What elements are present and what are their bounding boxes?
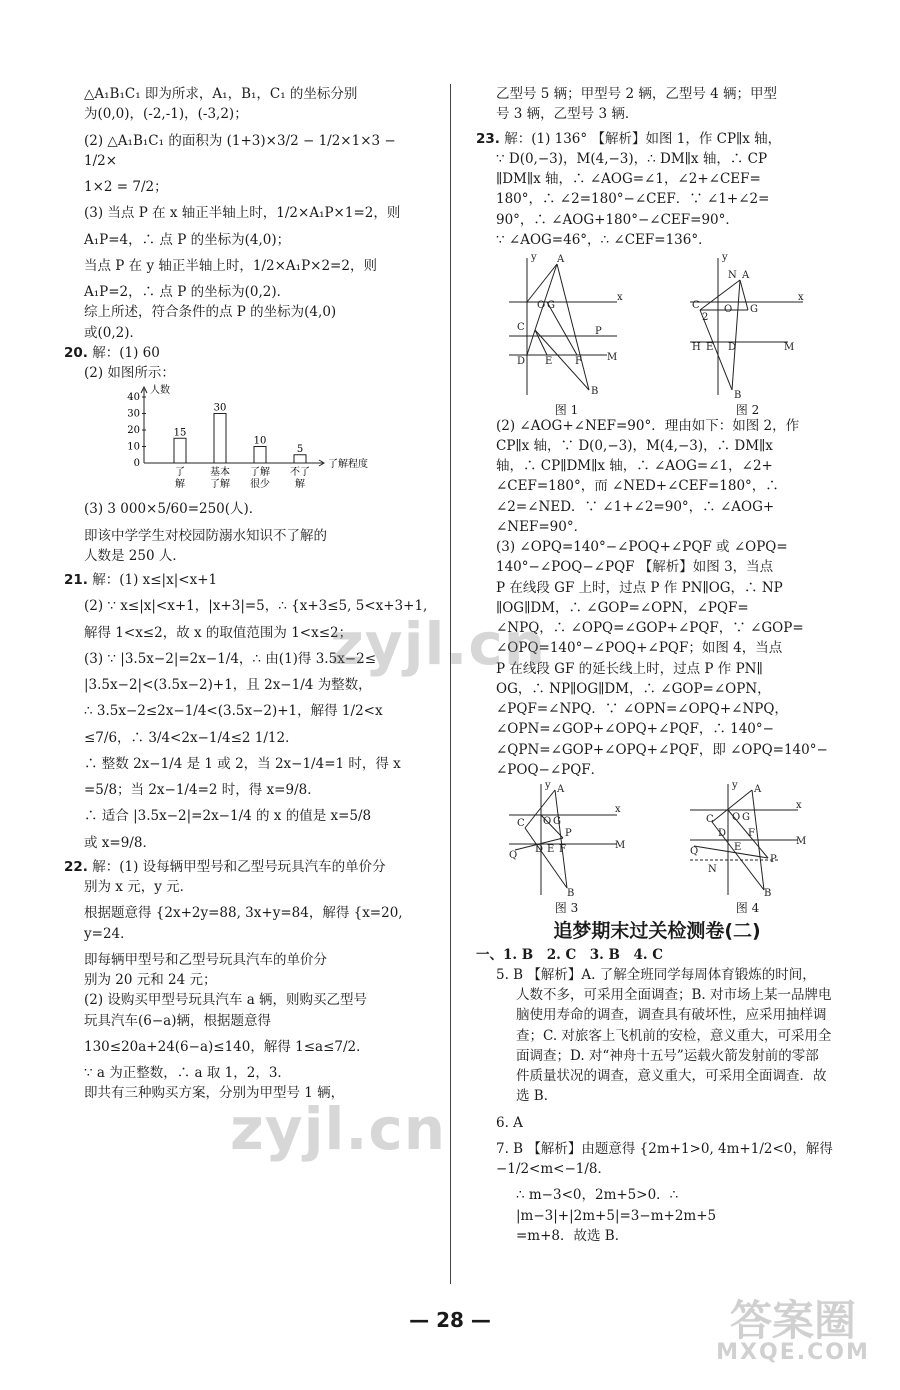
text-line: ∠POQ−∠PQF． bbox=[496, 761, 605, 778]
text-line: ∠NEF=90°． bbox=[496, 518, 588, 535]
text-line: (3) 3 000×5/60=250(人)． bbox=[84, 501, 263, 518]
text-line: OG，∴ NP∥OG∥DM，∴ ∠GOP=∠OPN， bbox=[496, 680, 771, 697]
watermark-logo-text: 答案圈 bbox=[729, 1296, 856, 1345]
text-line: CP∥x 轴，∵ D(0,−3)，M(4,−3)，∴ DM∥x bbox=[496, 437, 773, 454]
text-line: 查；C. 对旅客上飞机前的安检，意义重大，可采用全 bbox=[516, 1027, 832, 1044]
y-tick-label: 30 bbox=[127, 408, 140, 420]
svg-text:O: O bbox=[723, 304, 732, 315]
text-line: 选 B． bbox=[516, 1088, 558, 1105]
page-number: — 28 — bbox=[409, 1308, 491, 1332]
y-tick-label: 40 bbox=[127, 392, 140, 404]
figure-2 bbox=[688, 250, 808, 416]
bar bbox=[174, 439, 186, 464]
figure-caption: 图 3 bbox=[554, 900, 579, 915]
answers-line: 一、1. B 2. C 3. B 4. C bbox=[476, 946, 663, 963]
svg-text:M: M bbox=[795, 836, 806, 847]
svg-text:x: x bbox=[795, 800, 802, 811]
text-line: (2) ∵ x≤|x|<x+1，|x+3|=5，∴ {x+3≤5, 5<x+3+1, bbox=[84, 598, 428, 615]
text-line: 180°，∴ ∠2=180°−∠CEF．∵ ∠1+∠2= bbox=[496, 191, 770, 208]
text-line: 当点 P 在 y 轴正半轴上时，1/2×A₁P×2=2，则 bbox=[84, 257, 377, 274]
bar bbox=[294, 455, 306, 463]
figure-caption: 图 2 bbox=[735, 402, 760, 417]
question-number: 22. bbox=[64, 858, 88, 875]
text-line: ≤7/6，∴ 3/4<2x−1/4≤2 1/12． bbox=[84, 729, 299, 746]
svg-text:F: F bbox=[558, 844, 566, 855]
svg-text:N: N bbox=[707, 864, 717, 875]
text-line: 别为 20 元和 24 元； bbox=[84, 972, 217, 988]
svg-text:D: D bbox=[727, 342, 736, 353]
text-line: 人数是 250 人． bbox=[84, 547, 186, 564]
geometry-figure-1 bbox=[507, 250, 627, 400]
svg-text:D: D bbox=[534, 844, 543, 855]
text-line: =m+8．故选 B． bbox=[516, 1227, 629, 1244]
x-tick-label: 了 bbox=[175, 467, 185, 479]
svg-text:M: M bbox=[614, 840, 625, 851]
text-line: ∠QPN=∠GOP+∠OPQ+∠PQF，即 ∠OPQ=140°− bbox=[496, 741, 828, 758]
question-number: 23. bbox=[476, 130, 500, 147]
svg-text:P: P bbox=[594, 326, 602, 337]
svg-text:A: A bbox=[556, 784, 564, 795]
question-number: 21. bbox=[64, 572, 88, 588]
svg-text:x: x bbox=[616, 292, 623, 303]
q22 bbox=[64, 857, 428, 1104]
geometry-figure-3 bbox=[507, 780, 627, 898]
text-line: 根据题意得 {2x+2y=88, 3x+y=84，解得 {x=20, y=24． bbox=[84, 905, 403, 942]
svg-text:y: y bbox=[544, 780, 551, 791]
svg-text:M: M bbox=[606, 352, 617, 363]
watermark: zyjl.cn bbox=[230, 1095, 447, 1163]
text-line: 7. B 【解析】由题意得 {2m+1>0, 4m+1/2<0，解得 −1/2<m<−1/8． bbox=[496, 1140, 833, 1177]
text-line: ∵ D(0,−3)，M(4,−3)，∴ DM∥x 轴，∴ CP bbox=[496, 150, 768, 167]
text-line: 轴，∴ CP∥DM∥x 轴，∴ ∠AOG=∠1，∠2+ bbox=[496, 458, 773, 474]
text-line: (3) ∵ |3.5x−2|=2x−1/4，∴ 由(1)得 3.5x−2≤ bbox=[84, 650, 377, 667]
bar-value-label: 5 bbox=[296, 444, 304, 455]
svg-text:D: D bbox=[516, 356, 525, 367]
x-tick-label: 解 bbox=[175, 479, 185, 491]
svg-text:C: C bbox=[516, 818, 525, 829]
text-line: △A₁B₁C₁ 即为所求，A₁，B₁，C₁ 的坐标分别 bbox=[84, 86, 358, 102]
text-line: =5/8；当 2x−1/4=2 时，得 x=9/8． bbox=[84, 782, 321, 798]
svg-text:x: x bbox=[797, 292, 804, 303]
y-tick-label: 0 bbox=[133, 458, 140, 470]
text-line: ∠NPQ，∴ ∠OPQ=∠GOP+∠PQF，∵ ∠GOP= bbox=[496, 620, 804, 636]
svg-text:A: A bbox=[753, 784, 761, 795]
watermark-logo-url: MXQE.COM bbox=[716, 1340, 870, 1365]
text-line: 解：(1) 设每辆甲型号和乙型号玩具汽车的单价分 bbox=[92, 858, 386, 875]
bar-value-label: 10 bbox=[253, 435, 267, 447]
text-line: 6. A bbox=[496, 1114, 523, 1131]
text-line: 或(0,2)． bbox=[84, 324, 144, 341]
svg-text:A: A bbox=[741, 270, 749, 281]
svg-text:B: B bbox=[733, 390, 741, 400]
left-column bbox=[64, 84, 428, 1104]
text-line: 解：(1) 60 bbox=[92, 344, 160, 361]
watermark: zyjl.cn bbox=[330, 610, 547, 678]
svg-text:E: E bbox=[544, 356, 552, 367]
svg-text:A: A bbox=[556, 254, 564, 265]
text-line: 5. B 【解析】A. 了解全班同学每周体育锻炼的时间， bbox=[496, 966, 816, 983]
figure-3 bbox=[507, 780, 627, 914]
figure-1 bbox=[507, 250, 627, 416]
figures-3-4 bbox=[476, 780, 838, 914]
text-line: ∥DM∥x 轴，∴ ∠AOG=∠1，∠2+∠CEF= bbox=[496, 171, 761, 187]
text-line: ∠OPQ=140°−∠POQ+∠PQF；如图 4，当点 bbox=[496, 640, 783, 657]
x-tick-label: 不了 bbox=[290, 467, 310, 479]
text-line: ∠CEF=180°，而 ∠NED+∠CEF=180°，∴ bbox=[496, 478, 779, 495]
geometry-figure-4 bbox=[688, 780, 808, 898]
text-line: (3) ∠OPQ=140°−∠POQ+∠PQF 或 ∠OPQ= bbox=[496, 539, 788, 555]
text-line: 人数不多，可采用全面调查；B. 对市场上某一品牌电 bbox=[516, 987, 832, 1003]
text-line: (2) △A₁B₁C₁ 的面积为 (1+3)×3/2 − 1/2×1×3 − 1/2× bbox=[84, 132, 396, 169]
svg-text:E: E bbox=[733, 842, 741, 853]
bar-value-label: 30 bbox=[213, 402, 227, 414]
chart-labels bbox=[127, 383, 368, 490]
text-line: P 在线段 GF 的延长线上时，过点 P 作 PN∥ bbox=[496, 660, 763, 677]
svg-text:G: G bbox=[749, 304, 758, 315]
text-line: 解：(1) 136° 【解析】如图 1，作 CP∥x 轴， bbox=[504, 130, 782, 147]
svg-text:Q: Q bbox=[689, 846, 698, 857]
svg-text:y: y bbox=[731, 780, 738, 791]
svg-text:B: B bbox=[590, 386, 598, 397]
x-tick-label: 了解 bbox=[250, 467, 270, 479]
y-tick-label: 20 bbox=[127, 425, 140, 437]
figure-caption: 图 1 bbox=[554, 402, 579, 417]
text-line: 140°−∠POQ−∠PQF 【解析】如图 3，当点 bbox=[496, 559, 774, 576]
x-tick-label: 很少 bbox=[250, 479, 270, 491]
svg-text:y: y bbox=[530, 252, 537, 263]
figures-1-2 bbox=[476, 250, 838, 416]
section-title: 追梦期末过关检测卷(二) bbox=[553, 919, 761, 942]
text-line: A₁P=4，∴ 点 P 的坐标为(4,0)； bbox=[84, 231, 291, 248]
question-number: 20. bbox=[64, 344, 88, 361]
svg-text:D: D bbox=[717, 828, 726, 839]
text-line: 解：(1) x≤|x|<x+1 bbox=[92, 572, 218, 588]
text-line: 即该中学学生对校园防溺水知识不了解的 bbox=[84, 527, 327, 544]
text-line: 综上所述，符合条件的点 P 的坐标为(4,0) bbox=[84, 304, 337, 321]
bar bbox=[254, 447, 266, 464]
text-line: (3) 当点 P 在 x 轴正半轴上时，1/2×A₁P×1=2，则 bbox=[84, 205, 401, 222]
text-line: 即共有三种购买方案，分别为甲型号 1 辆， bbox=[84, 1085, 345, 1102]
q20 bbox=[64, 343, 428, 566]
svg-text:P: P bbox=[769, 854, 777, 865]
text-line: P 在线段 GF 上时，过点 P 作 PN∥OG，∴ NP bbox=[496, 579, 783, 596]
text-line: 解得 1<x≤2，故 x 的取值范围为 1<x≤2； bbox=[84, 624, 353, 641]
y-tick-label: 10 bbox=[127, 441, 140, 453]
svg-text:B: B bbox=[566, 888, 574, 898]
x-tick-label: 解 bbox=[295, 479, 305, 491]
text-line: 玩具汽车(6−a)辆，根据题意得 bbox=[84, 1012, 271, 1029]
y-axis-title: 人数 bbox=[150, 385, 170, 397]
q23 bbox=[476, 129, 838, 1247]
text-line: ∴ m−3<0，2m+5>0．∴ |m−3|+|2m+5|=3−m+2m+5 bbox=[516, 1187, 717, 1224]
text-line: (2) 设购买甲型号玩具汽车 a 辆，则购买乙型号 bbox=[84, 992, 368, 1009]
text-line: ∵ a 为正整数，∴ a 取 1，2，3． bbox=[84, 1065, 291, 1081]
svg-text:E: E bbox=[546, 844, 554, 855]
svg-text:C: C bbox=[705, 814, 714, 825]
text-line: (2) 如图所示： bbox=[84, 365, 175, 381]
svg-text:O: O bbox=[542, 816, 551, 827]
text-line: ∠OPN=∠GOP+∠OPQ+∠PQF，∴ 140°− bbox=[496, 721, 774, 738]
text-line: A₁P=2，∴ 点 P 的坐标为(0,2)． bbox=[84, 284, 291, 300]
text-line: ∴ 3.5x−2≤2x−1/4<(3.5x−2)+1，解得 1/2<x bbox=[84, 703, 383, 720]
chart-bars bbox=[174, 414, 306, 464]
text-line: 面调查；D. 对“神舟十五号”运载火箭发射前的零部 bbox=[516, 1047, 819, 1064]
text-line: 乙型号 5 辆；甲型号 2 辆，乙型号 4 辆；甲型 bbox=[496, 86, 778, 102]
text-line: 即每辆甲型号和乙型号玩具汽车的单价分 bbox=[84, 951, 327, 968]
text-line: ∠PQF=∠NPQ．∵ ∠OPN=∠OPQ+∠NPQ， bbox=[496, 701, 788, 717]
svg-text:G: G bbox=[741, 812, 750, 823]
q19-continuation bbox=[64, 84, 428, 343]
svg-text:x: x bbox=[614, 804, 621, 815]
svg-text:C: C bbox=[516, 322, 525, 333]
svg-text:O: O bbox=[731, 812, 740, 823]
text-line: ∠2=∠NED．∵ ∠1+∠2=90°，∴ ∠AOG+ bbox=[496, 498, 775, 515]
svg-text:P: P bbox=[564, 828, 572, 839]
x-axis-title: 了解程度 bbox=[328, 459, 368, 471]
svg-text:F: F bbox=[574, 356, 582, 367]
column-divider bbox=[450, 84, 451, 1284]
bar bbox=[214, 414, 226, 464]
text-line: ∴ 适合 |3.5x−2|=2x−1/4 的 x 的值是 x=5/8 bbox=[84, 808, 372, 825]
svg-text:B: B bbox=[763, 888, 771, 898]
text-line: 件质量状况的调查，意义重大，可采用全面调查．故 bbox=[516, 1068, 827, 1084]
svg-text:M: M bbox=[783, 342, 794, 353]
text-line: 90°，∴ ∠AOG+180°−∠CEF=90°． bbox=[496, 211, 739, 228]
svg-text:E: E bbox=[705, 342, 713, 353]
svg-text:2: 2 bbox=[701, 312, 708, 323]
svg-text:G: G bbox=[546, 300, 555, 311]
text-line: 为(0,0)，(-2,-1)，(-3,2)； bbox=[84, 106, 248, 123]
text-line: 或 x=9/8． bbox=[84, 834, 156, 851]
svg-text:y: y bbox=[721, 252, 728, 263]
text-line: ∥OG∥DM，∴ ∠GOP=∠OPN，∠PQF= bbox=[496, 599, 749, 616]
text-line: ∴ 整数 2x−1/4 是 1 或 2，当 2x−1/4=1 时，得 x bbox=[84, 755, 401, 772]
svg-text:Q: Q bbox=[508, 850, 517, 861]
text-line: 别为 x 元，y 元． bbox=[84, 879, 194, 895]
bar-chart bbox=[114, 383, 414, 493]
text-line: |3.5x−2|<(3.5x−2)+1，且 2x−1/4 为整数， bbox=[84, 677, 372, 693]
figure-caption: 图 4 bbox=[735, 900, 760, 915]
text-line: ∵ ∠AOG=46°，∴ ∠CEF=136°． bbox=[496, 231, 712, 248]
svg-text:N: N bbox=[727, 270, 737, 281]
svg-text:O: O bbox=[536, 300, 545, 311]
figure-4 bbox=[688, 780, 808, 914]
x-tick-label: 基本 bbox=[210, 467, 230, 479]
text-line: (2) ∠AOG+∠NEF=90°．理由如下：如图 2，作 bbox=[496, 417, 800, 434]
svg-text:H: H bbox=[691, 342, 701, 353]
x-tick-label: 了解 bbox=[210, 479, 230, 491]
text-line: 130≤20a+24(6−a)≤140，解得 1≤a≤7/2． bbox=[84, 1038, 370, 1055]
text-line: 1×2 = 7/2； bbox=[84, 179, 168, 195]
text-line: 号 3 辆，乙型号 3 辆． bbox=[496, 106, 639, 123]
svg-text:C: C bbox=[691, 300, 700, 311]
text-line: 脑使用寿命的调查，调查具有破坏性，应采用抽样调 bbox=[516, 1007, 827, 1024]
bar-value-label: 15 bbox=[173, 427, 187, 439]
svg-text:G: G bbox=[552, 816, 561, 827]
geometry-figure-2 bbox=[688, 250, 808, 400]
svg-text:F: F bbox=[747, 828, 755, 839]
